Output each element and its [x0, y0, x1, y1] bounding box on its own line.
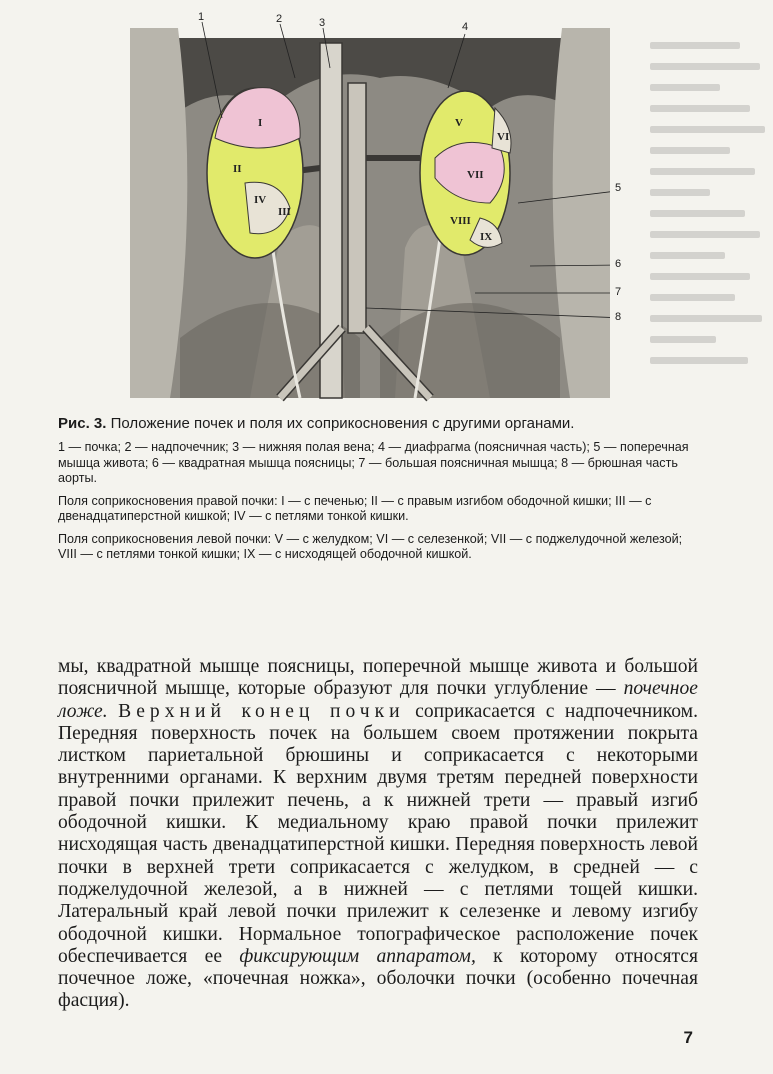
- left-kidney: [420, 91, 511, 255]
- caption-right-kidney: Поля соприкосновения правой почки: I — с печенью; II — с правым изгибом ободочной кишки; III — с двенадцатиперстной кишкой; IV — с петлями тонкой кишки.: [58, 493, 652, 523]
- figure-caption: [58, 414, 698, 570]
- bleed-through-text: [650, 28, 770, 678]
- caption-left-kidney: Поля соприкосновения левой почки: V — с желудком; VI — с селезенкой; VII — с поджелудочной железой; VIII — с петлями тонкой кишки; IX — с нисходящей ободочной кишкой.: [58, 531, 683, 561]
- abdominal-aorta: [348, 83, 366, 333]
- callout-6: 6: [615, 258, 622, 270]
- zone-label-IX: IX: [480, 231, 493, 243]
- spaced-term: Верхний конец почки: [118, 700, 405, 722]
- body-part-3: к которому относятся почечное ложе, «почечная ножка», оболочки почки (особенно почечная фасция).: [58, 945, 698, 1012]
- zone-label-IV: IV: [254, 194, 267, 206]
- caption-legend: 1 — почка; 2 — надпочечник; 3 — нижняя полая вена; 4 — диафрагма (поясничная часть); 5 — поперечная мышца живота; 6 — квадратная мышца поясницы; 7 — большая поясничная мышца; 8 — брюшная часть аорты.: [58, 440, 689, 485]
- callout-8: 8: [615, 311, 622, 323]
- caption-title: [58, 414, 698, 434]
- zone-label-VIII: VIII: [450, 215, 471, 227]
- callout-4: 4: [462, 21, 469, 33]
- right-kidney: [207, 88, 303, 258]
- figure-label: Рис. 3.: [58, 415, 107, 432]
- kidney-anatomy-figure: [130, 8, 610, 408]
- term-fixing-apparatus: фиксирующим аппаратом,: [239, 945, 476, 967]
- callout-3: 3: [319, 17, 326, 29]
- callout-1: 1: [198, 11, 205, 23]
- figure-title: Положение почек и поля их соприкосновения с другими органами.: [110, 415, 575, 432]
- callout-7: 7: [615, 286, 622, 298]
- zone-label-V: V: [455, 117, 463, 129]
- zone-label-III: III: [278, 206, 291, 218]
- zone-label-VI: VI: [497, 131, 510, 143]
- body-paragraph: [58, 656, 698, 1013]
- page-number: 7: [683, 1028, 693, 1047]
- body-part-2: соприкасается с надпочечником. Передняя поверхность почек на большем своем протяжении покрыта листком париетальной брюшины и соприкасается с некоторыми внутренними органами. К верхним двумя третям передней поверхности правой почки прилежит печень, а к нижней трети — правый изгиб ободочной кишки. К медиальному краю правой почки прилежит нисходящая часть двенадцатиперстной кишки. Передняя поверхность левой почки в верхней трети соприкасается с желудком, в средней — с поджелудочной железой, а в нижней — с петлями тощей кишки. Латеральный край левой почки прилежит к селезенке и левому изгибу ободочной кишки. Нормальное топографическое расположение почек обеспечивается ее: [58, 700, 698, 967]
- kidney-illustration: [130, 8, 610, 408]
- zone-label-II: II: [233, 163, 242, 175]
- zone-label-I: I: [258, 117, 263, 129]
- callout-5: 5: [615, 182, 622, 194]
- zone-label-VII: VII: [467, 169, 484, 181]
- callout-2: 2: [276, 13, 283, 25]
- term-renal-bed: почечное ложе.: [58, 678, 698, 722]
- body-part-1: мы, квадратной мышце поясницы, поперечной мышце живота и большой поясничной мышце, которые образуют для почки углубление —: [58, 656, 698, 700]
